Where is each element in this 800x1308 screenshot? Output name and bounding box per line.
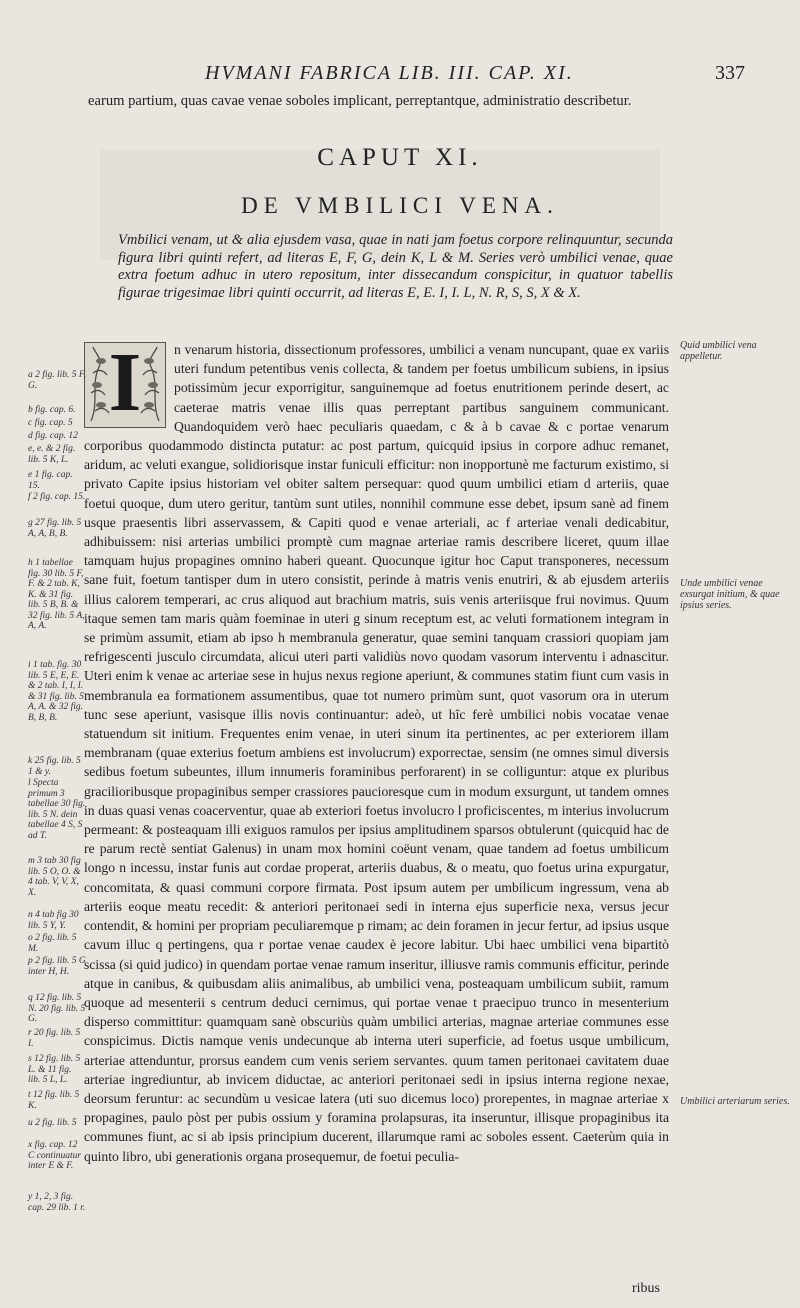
right-margin-note: Umbilici arteriarum series. — [680, 1096, 790, 1107]
left-margin-note: m 3 tab 30 fig lib. 5 O, O. & 4 tab. V, V, X, X. — [28, 856, 81, 898]
left-margin-note: x fig. cap. 12 C continuatur inter E & F. — [28, 1140, 82, 1171]
continuation-text: earum partium, quas cavae venae soboles implicant, perreptantque, administratio describetur. — [88, 93, 632, 109]
left-margin-note: i 1 tab. fig. 30 lib. 5 E, E, E. & 2 tab. I, I, I. & 31 fig. lib. 5 A, A. & 32 fig. B, B, B. — [28, 660, 84, 723]
drop-cap — [84, 336, 166, 429]
left-margin-note: g 27 fig. lib. 5 A, A, B, B. — [28, 518, 82, 539]
left-margin-note: a 2 fig. lib. 5 F, G. — [28, 370, 86, 391]
chapter-number: CAPUT XI. — [317, 144, 483, 171]
left-margin-note: k 25 fig. lib. 5 1 & y. — [28, 756, 81, 777]
main-text — [84, 336, 669, 1166]
page-number: 337 — [715, 62, 745, 84]
left-margin-note: y 1, 2, 3 fig. cap. 29 lib. 1 r. — [28, 1192, 86, 1213]
left-margin-note: c fig. cap. 5 — [28, 418, 73, 428]
left-margin-note: h 1 tabellae fig. 30 lib. 5 F, F. & 2 tab. K, K. & 31 fig. lib. 5 B, B. & 32 fig. lib. 5 A, A, A. — [28, 558, 85, 631]
left-margin-note: u 2 fig. lib. 5 — [28, 1118, 77, 1128]
left-margin-note: r 20 fig. lib. 5 I. — [28, 1028, 81, 1049]
running-header — [205, 62, 755, 85]
left-margin-note: e, e. & 2 fig. lib. 5 K, L. — [28, 444, 76, 465]
left-margin-note: t 12 fig. lib. 5 K. — [28, 1090, 80, 1111]
left-margin-note: d fig. cap. 12 — [28, 431, 78, 441]
left-margin-note: o 2 fig. lib. 5 M. — [28, 933, 77, 954]
left-margin-note: e 1 fig. cap. 15. — [28, 470, 73, 491]
left-margin-note: f 2 fig. cap. 15. — [28, 492, 86, 502]
body-paragraph: n venarum historia, dissectionum professores, umbilici a venam nuncupant, quae ex variis uteri fundum petentibus venis collecta, & tandem per foetus umbilicum subiens, in ipsius potissimùm jecur exporrigitur, sanguinemque ad foetus enutritionem perinde desert, ac caeterae matris venae illis quas perreptant partibus sanguinem communicant. Quandoquidem verò haec peculiaris quaedam, c & à b cavae & c portae venarum corporibus quodammodo distincta putatur: ac post partum, quicquid ipsius in corpore adhuc remanet, aridum, ac veluti exangue, solidiorisque instar funiculi efficitur: non inopportunè me facturum existimo, si privato Capite ipsius historiam vel obiter saltem persequar: quod quum umbilici etiam d arteriis, quae foetui quoque, dum utero geritur, tantùm sunt utiles, nonnihil commune esse debet, ipsum sanè ad finem usque praesentis libri asservassem, & Capiti quod e venae arteriali, ac f arteriae venali dedicabitur, adhibuissem: nisi arterias umbilici promptè cum magnae arteriae ramis describere liceret, quum illae tamquam hujus propagines omnino haberi queant. Quocunque igitur hoc Caput transponeres, necessum sane fuit, foetum tantisper dum in utero consistit, perinde à matris venis enutriri, & ab ejusdem arteriis illius calorem temperari, ac crus aliquod aut brachium matris, suis venis arteriisque frui novimus. Quum itaque semen tam maris quàm foeminae in uteri g sinum receptum est, ac veluti formationem integram in se primùm assumit, etiam ab ipso h membranula generatur, quae semini tanquam crassiori quopiam jam refrigescenti jusculo circumdata, alicui uteri parti validiùs novo quodam vasorum interventu i adnascitur. Uteri enim k venae ac arteriae sese in hujus nexus regione aperiunt, & communes statim fiunt cum vasis in membranula ea formationem assumentibus, quae tot numero primùm sunt, quot vasorum ora in uterum tunc sese aperiunt, vasisque illis novis continuantur: adeò, ut hîc ferè umbilici nobis vocatae venae statuendum sit initium. Frequentes enim venae, in uteri sinum ita pertinentes, ac per exteriorem illam membranam (quae exterius foetum ambiens est involucrum) exporrectae, sensim (ne omnes simul diversis sedibus foetum subeuntes, illum innumeris foraminibus perforarent) in se colliguntur: atque ex pluribus gracilioribusque propaginibus semper crassiores paucioresque cum in modum exsurgunt, ut tandem omnes in duas quasi venas coacerventur, quae ab exteriori foetus involucro l proficiscentes, m interius involucrum permeant: & posteaquam illi exiguos ramulos per ipsius amplitudinem sparsos obtulerunt (quicquid hac de re parum rectè sentiat Galenus) in unam mox homini coëunt venam, quae tandem ad foetus umbilicum longo n incessu, instar funis aut cordae properat, arteriis duabus, & o meatu, quo foetus urina expurgatur, concomitata, & quasi communi corpore firmata. Post ipsum autem per umbilicum ingressum, vena ab arteriis eoque meatu recedit: & anteriori peritonaei sedi in interna ejus superficie nexa, versus jecur contendit, & homini per propriam peculiaremque p rimam; ac dein foramen in jecur fertur, ad ipsius usque cavum illuc q pertingens, qua r portae venae caudex è jecore labitur. Ubi haec umbilici vena bipartitò scissa (si quid judico) in quendam portae venae ramum inseritur, illiusve ramis communis efficitur, perinde atque in canibus, & quibusdam aliis animalibus, ab umbilici vena, posteaquam umbilicum subiit, ramum quoque ad mesenterii s centrum deduci cernimus, qui portae venae t praecipuo trunco in mesenterium disperso committitur: quamquam sanè obscuriùs quàm umbilici arterias, magnae arteriae communes esse conspicimus. Dictis namque venis undecunque ab interna uteri superficie, ad foetus usque umbilicum, arteriae attenduntur, prorsus eandem cum venis seriem servantes. quum tamen peritonaei cavitatem duae arteriae ingrediuntur, ab invicem diductae, ac anteriori peritonaei sedi in ipsius interna regione nexae, deorsum feruntur: ac secundùm u vesicae latera (uti suo dicemus loco) prorepentes, in magnae arteriae x propagines, paulo pòst per pubis ossium y foramina prolapsuras, ita inseruntur, illisque propaginibus ita communes fiunt, ac si ab ipsis principium ducerent, illarumque rami ac soboles essent. Caeterùm quia in quinto libro, ubi generationis organa prosequemur, de foetui peculia- — [84, 342, 669, 1164]
left-margin-note: l Specta primum 3 tabellae 30 fig. lib. 5 N. dein tabellae 4 S, S ad T. — [28, 778, 86, 841]
left-margin-note: s 12 fig. lib. 5 L. & 11 fig. lib. 5 L, L. — [28, 1054, 81, 1085]
left-margin-note: p 2 fig. lib. 5 G inter H, H. — [28, 956, 86, 977]
running-title: HVMANI FABRICA LIB. III. CAP. XI. — [205, 62, 574, 84]
left-margin-note: b fig. cap. 6. — [28, 405, 76, 415]
chapter-summary: Vmbilici venam, ut & alia ejusdem vasa, quae in nati jam foetus corpore relinquuntur, secunda figura libri quinti refert, ad literas E, F, G, dein K, L & M. Series verò umbilici venae, quae extra foetum adhuc in utero repositum, inter dissecandum conspicitur, in quatuor tabellis figurae trigesimae libri quinti occurrit, ad literas E, E. I, I. L, N. R, S, S, X & X. — [118, 232, 673, 301]
catchword: ribus — [632, 1281, 660, 1296]
chapter-title: DE VMBILICI VENA. — [241, 193, 559, 218]
right-margin-note: Quid umbilici vena appelletur. — [680, 340, 757, 362]
drop-cap-letter: I — [108, 336, 142, 429]
left-margin-note: q 12 fig. lib. 5 N. 20 fig. lib. 5 G. — [28, 993, 86, 1024]
left-margin-note: n 4 tab fig 30 lib. 5 Y, Y. — [28, 910, 79, 931]
right-margin-note: Unde umbilici venae exsurgat initium, & quae ipsius series. — [680, 578, 780, 611]
